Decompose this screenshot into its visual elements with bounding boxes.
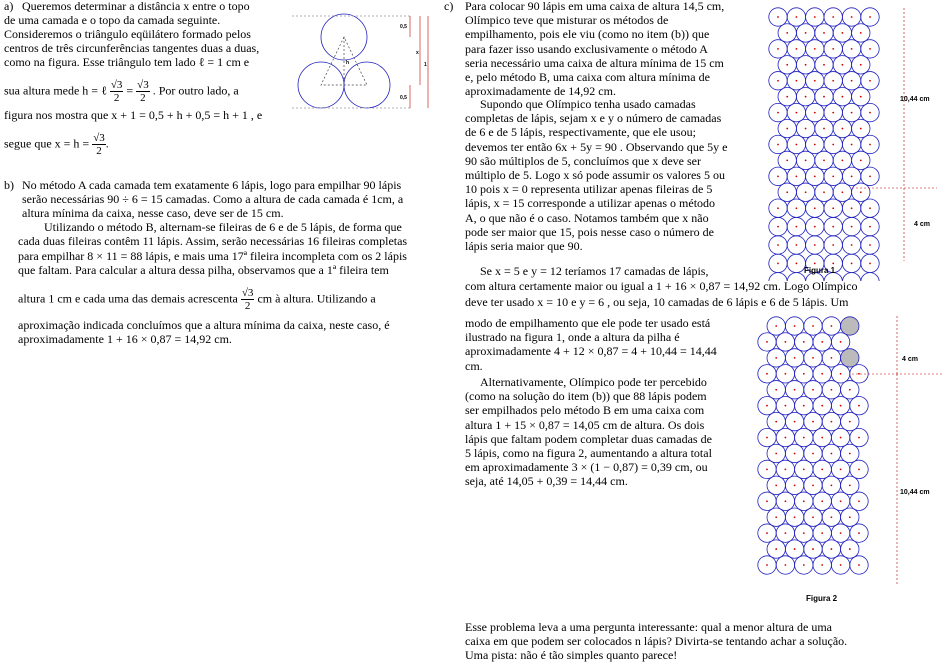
center-dot	[794, 484, 796, 486]
center-dot	[796, 263, 798, 265]
center-dot	[842, 160, 844, 162]
text-line: Para colocar 90 lápis em uma caixa de altura 14,5 cm,	[465, 0, 725, 13]
text-line: pode ser maior que 15, pois nesse caso o número de	[465, 224, 714, 239]
center-dot	[858, 437, 860, 439]
center-dot	[785, 341, 787, 343]
center-dot	[785, 564, 787, 566]
center-dot	[814, 80, 816, 82]
center-dot	[775, 453, 777, 455]
text: altura 1 cm e cada uma das demais acrescenta	[18, 291, 238, 306]
numerator: √3	[110, 79, 123, 91]
center-dot	[858, 405, 860, 407]
center-dot	[869, 16, 871, 18]
center-dot	[840, 373, 842, 375]
part-c-paragraph-2	[465, 98, 727, 254]
part-b-line: altura mínima da caixa, nesse caso, deve ser de 15 cm.	[22, 206, 284, 220]
text-line: Olímpico teve que misturar os métodos de	[465, 13, 669, 28]
center-dot	[823, 64, 825, 66]
center-dot	[831, 516, 833, 518]
center-dot	[814, 207, 816, 209]
center-dot	[814, 226, 816, 228]
center-dot	[805, 160, 807, 162]
center-dot	[840, 341, 842, 343]
numerator: √3	[137, 79, 149, 91]
center-dot	[849, 484, 851, 486]
center-dot	[812, 516, 814, 518]
center-dot	[796, 175, 798, 177]
numerator: √3	[93, 132, 105, 144]
center-dot	[851, 48, 853, 50]
text-line: aproximadamente 4 + 12 × 0,87 = 4 + 10,44 = 14,44	[465, 344, 717, 359]
center-dot	[803, 437, 805, 439]
center-dot	[785, 405, 787, 407]
center-dot	[812, 389, 814, 391]
center-dot	[766, 405, 768, 407]
center-dot	[786, 32, 788, 34]
center-dot	[777, 175, 779, 177]
center-dot	[812, 548, 814, 550]
text-line: modo de empilhamento que ele pode ter usado está	[465, 316, 711, 330]
text-line: cm.	[465, 358, 483, 373]
text-line: 10 pois x = 0 representa utilizar apenas fileiras de 5	[465, 182, 713, 197]
center-dot	[831, 421, 833, 423]
center-dot	[766, 341, 768, 343]
center-dot	[858, 469, 860, 471]
part-a-line: como na figura. Esse triângulo tem lado ℓ = 1 cm e	[4, 55, 250, 69]
center-dot	[869, 263, 871, 265]
figure-caption: Figura 2	[806, 594, 838, 603]
center-dot	[777, 207, 779, 209]
center-dot	[849, 453, 851, 455]
label-1: 1	[424, 62, 427, 68]
center-dot	[832, 144, 834, 146]
center-dot	[840, 532, 842, 534]
text: segue que x = h =	[4, 136, 90, 151]
center-dot	[840, 405, 842, 407]
center-dot	[796, 112, 798, 114]
center-dot	[785, 373, 787, 375]
center-dot	[869, 112, 871, 114]
text-line: devemos ter então 6x + 5y = 90 . Observando que 5y e	[465, 139, 728, 154]
center-dot	[803, 469, 805, 471]
center-dot	[785, 532, 787, 534]
center-dot	[775, 421, 777, 423]
center-dot	[842, 64, 844, 66]
text-line: múltiplo de 5. Logo x só pode assumir os valores 5 ou	[465, 167, 725, 182]
center-dot	[831, 453, 833, 455]
text-line: caixa em que podem ser colocados n lápis? Divirta-se tentando achar a solução.	[465, 634, 848, 649]
center-dot	[851, 175, 853, 177]
figure-caption: Figura 1	[804, 266, 836, 275]
center-dot	[812, 484, 814, 486]
center-dot	[775, 484, 777, 486]
text-line: Supondo que Olímpico tenha usado camadas	[480, 97, 696, 111]
text-line: Esse problema leva a uma pergunta interessante: qual a menor altura de uma	[465, 620, 832, 634]
dimension-label: 10,44 cm	[900, 489, 930, 496]
text-line: empilhamento, pois ele viu (como no item (b)) que	[465, 27, 710, 42]
center-dot	[794, 421, 796, 423]
center-dot	[860, 96, 862, 98]
center-dot	[805, 96, 807, 98]
center-dot	[851, 144, 853, 146]
center-dot	[775, 325, 777, 327]
text-line: aproximadamente de 14,92 cm.	[465, 84, 616, 99]
text: cm à altura. Utilizando a	[257, 291, 376, 306]
text-line: ilustrado na figura 1, onde a altura da pilha é	[465, 330, 680, 345]
text-line: Alternativamente, Olímpico pode ter percebido	[480, 375, 707, 389]
center-dot	[831, 484, 833, 486]
pencil-circle	[787, 273, 805, 281]
center-dot	[849, 516, 851, 518]
pencil-circle	[841, 317, 859, 335]
center-dot	[786, 64, 788, 66]
center-dot	[812, 453, 814, 455]
text-line: A, o que não é o caso. Notamos também que x não	[465, 210, 709, 225]
center-dot	[823, 32, 825, 34]
center-dot	[851, 263, 853, 265]
center-dot	[851, 226, 853, 228]
center-dot	[777, 144, 779, 146]
fraction	[110, 79, 124, 104]
center-dot	[777, 80, 779, 82]
center-dot	[858, 564, 860, 566]
center-dot	[849, 548, 851, 550]
center-dot	[851, 207, 853, 209]
center-dot	[803, 500, 805, 502]
center-dot	[821, 341, 823, 343]
center-dot	[794, 357, 796, 359]
part-c-line: deve ter usado x = 10 e y = 6 , ou seja, 10 camadas de 6 lápis e 6 de 5 lápis. Um	[465, 295, 849, 309]
text-line: em aproximadamente 3 × (1 − 0,87) = 0,39 cm, ou	[465, 460, 708, 475]
text-line: seja, até 14,05 + 0,39 = 14,44 cm.	[465, 474, 628, 489]
text-line: lápis, x = 15 corresponde a utilizar apenas o método	[465, 196, 716, 211]
center-dot	[840, 437, 842, 439]
text-line: para fazer isso usando exclusivamente o método A	[465, 41, 708, 56]
center-dot	[823, 96, 825, 98]
center-dot	[860, 191, 862, 193]
closing-paragraph	[465, 621, 847, 664]
circle-bottom-right	[344, 62, 390, 108]
part-b-line: No método A cada camada tem exatamente 6 lápis, logo para empilhar 90 lápis	[22, 178, 402, 192]
center-dot	[786, 160, 788, 162]
center-dot	[840, 469, 842, 471]
dimension-label: 10,44 cm	[900, 96, 930, 103]
center-dot	[860, 128, 862, 130]
dimension-label: 4 cm	[902, 356, 918, 363]
fraction	[136, 79, 150, 104]
center-dot	[869, 226, 871, 228]
center-dot	[812, 421, 814, 423]
center-dot	[777, 263, 779, 265]
center-dot	[851, 16, 853, 18]
center-dot	[766, 500, 768, 502]
center-dot	[785, 437, 787, 439]
label-bottom: 0,5	[400, 95, 407, 101]
text-line: (como na solução do item (b)) que 88 lápis podem	[465, 389, 707, 404]
center-dot	[814, 244, 816, 246]
center-dot	[777, 48, 779, 50]
center-dot	[842, 32, 844, 34]
center-dot	[777, 16, 779, 18]
center-dot	[840, 500, 842, 502]
part-c-paragraph-1	[465, 0, 724, 99]
center-dot	[794, 548, 796, 550]
center-dot	[869, 80, 871, 82]
center-dot	[796, 48, 798, 50]
center-dot	[794, 453, 796, 455]
denominator: 2	[140, 92, 146, 104]
center-dot	[840, 564, 842, 566]
center-dot	[869, 144, 871, 146]
center-dot	[869, 207, 871, 209]
text-line: lápis que faltam podem completar duas camadas de	[465, 431, 712, 446]
pencil-circle	[769, 273, 787, 281]
numerator: √3	[241, 287, 254, 299]
center-dot	[869, 244, 871, 246]
center-dot	[831, 548, 833, 550]
center-dot	[803, 564, 805, 566]
center-dot	[851, 244, 853, 246]
center-dot	[821, 500, 823, 502]
center-dot	[858, 373, 860, 375]
center-dot	[796, 226, 798, 228]
center-dot	[766, 532, 768, 534]
center-dot	[823, 191, 825, 193]
center-dot	[821, 564, 823, 566]
part-b-label: b)	[4, 178, 14, 192]
center-dot	[803, 405, 805, 407]
part-b-line: serão necessárias 90 ÷ 6 = 15 camadas. Como a altura de cada camada é 1cm, a	[22, 192, 404, 206]
text: =	[126, 83, 134, 98]
center-dot	[777, 226, 779, 228]
center-dot	[832, 48, 834, 50]
center-dot	[832, 226, 834, 228]
center-dot	[858, 500, 860, 502]
center-dot	[796, 144, 798, 146]
center-dot	[812, 325, 814, 327]
text-line: Uma pista: não é tão simples quanto parece!	[465, 648, 678, 663]
center-dot	[766, 373, 768, 375]
center-dot	[794, 516, 796, 518]
part-c-line: Se x = 5 e y = 12 teríamos 17 camadas de lápis,	[480, 264, 709, 278]
center-dot	[805, 64, 807, 66]
text: sua altura mede h = ℓ	[4, 83, 107, 98]
center-dot	[803, 373, 805, 375]
center-dot	[775, 357, 777, 359]
center-dot	[860, 64, 862, 66]
center-dot	[851, 80, 853, 82]
part-a-line: Consideremos o triângulo eqüilátero formado pelos	[4, 27, 251, 41]
figure-2	[752, 314, 942, 606]
text: .	[105, 136, 109, 151]
pencil-circle	[842, 273, 860, 281]
pencil-circle	[861, 273, 879, 281]
center-dot	[775, 516, 777, 518]
center-dot	[842, 128, 844, 130]
part-b-line: cada duas fileiras contêm 11 lápis. Assim, serão necessárias 16 fileiras completas	[18, 234, 408, 248]
center-dot	[860, 160, 862, 162]
text: . Por outro lado, a	[152, 83, 239, 98]
center-dot	[785, 500, 787, 502]
pencil-circle	[841, 349, 859, 367]
center-dot	[821, 469, 823, 471]
part-b-line: que faltam. Para calcular a altura dessa pilha, observamos que a 1ª fileira tem	[18, 263, 389, 277]
center-dot	[796, 244, 798, 246]
denominator: 2	[113, 92, 120, 104]
part-b-line: Utilizando o método B, alternam-se fileiras de 6 e de 5 lápis, de forma que	[44, 220, 402, 234]
center-dot	[814, 263, 816, 265]
center-dot	[785, 469, 787, 471]
part-b-sqrt-line	[18, 287, 376, 312]
part-b-line: para empilhar 8 × 11 = 88 lápis, e mais uma 17ª fileira incompleta com os 2 lápis	[18, 249, 407, 263]
part-c-paragraph-5	[465, 376, 712, 490]
center-dot	[823, 160, 825, 162]
part-a-line: Queremos determinar a distância x entre o topo	[22, 0, 250, 13]
text-line: seria necessário uma caixa de altura mínima de 15 cm	[465, 55, 724, 70]
figure-1	[752, 6, 942, 281]
center-dot	[805, 191, 807, 193]
part-a-line: figura nos mostra que x + 1 = 0,5 + h + 0,5 = h + 1 , e	[4, 108, 263, 122]
center-dot	[803, 532, 805, 534]
center-dot	[851, 112, 853, 114]
center-dot	[842, 96, 844, 98]
part-a-line: de uma camada e o topo da camada seguinte.	[4, 13, 221, 27]
part-a-line: centros de três circunferências tangentes duas a duas,	[4, 41, 260, 55]
center-dot	[823, 128, 825, 130]
center-dot	[831, 357, 833, 359]
center-dot	[777, 244, 779, 246]
part-b-line: aproximação indicada concluímos que a altura mínima da caixa, neste caso, é	[18, 318, 390, 332]
center-dot	[832, 263, 834, 265]
center-dot	[812, 357, 814, 359]
text-line: lápis seria maior que 90.	[465, 238, 583, 253]
center-dot	[869, 175, 871, 177]
center-dot	[766, 469, 768, 471]
part-a-label: a)	[4, 0, 14, 13]
part-c-label: c)	[444, 0, 454, 13]
center-dot	[832, 175, 834, 177]
part-a-height-line	[4, 79, 239, 104]
label-top: 0,5	[400, 24, 407, 30]
center-dot	[794, 325, 796, 327]
part-a-conclusion	[4, 132, 109, 157]
center-dot	[775, 548, 777, 550]
part-c-line: com altura certamente maior ou igual a 1 + 16 × 0,87 = 14,92 cm. Logo Olímpico	[465, 279, 858, 293]
dimension-label: 4 cm	[914, 221, 930, 228]
center-dot	[803, 341, 805, 343]
center-dot	[786, 128, 788, 130]
center-dot	[860, 32, 862, 34]
center-dot	[821, 532, 823, 534]
part-c-paragraph-4	[465, 317, 717, 374]
center-dot	[849, 389, 851, 391]
center-dot	[832, 112, 834, 114]
text-line: ser empilhados pelo método B em uma caixa com	[465, 403, 705, 418]
text-line: completas de lápis, sejam x e y o número de camadas	[465, 111, 722, 126]
center-dot	[831, 389, 833, 391]
label-x: x	[416, 50, 419, 56]
center-dot	[821, 437, 823, 439]
fraction	[92, 132, 106, 157]
center-dot	[766, 437, 768, 439]
center-dot	[786, 191, 788, 193]
text-line: de 6 e de 5 lápis, respectivamente, que ele usou;	[465, 125, 696, 140]
center-dot	[814, 48, 816, 50]
center-dot	[832, 244, 834, 246]
center-dot	[814, 112, 816, 114]
fraction	[241, 287, 255, 312]
part-b-line: aproximadamente 1 + 16 × 0,87 = 14,92 cm.	[18, 332, 232, 346]
center-dot	[794, 389, 796, 391]
center-dot	[814, 175, 816, 177]
center-dot	[832, 80, 834, 82]
center-dot	[858, 532, 860, 534]
denominator: 2	[244, 300, 251, 312]
center-dot	[777, 112, 779, 114]
text-line: altura 1 + 15 × 0,87 = 14,05 cm de altura. Os dois	[465, 417, 705, 432]
center-dot	[796, 207, 798, 209]
label-h: h	[346, 60, 350, 66]
center-dot	[849, 421, 851, 423]
center-dot	[821, 373, 823, 375]
center-dot	[796, 16, 798, 18]
center-dot	[814, 144, 816, 146]
center-dot	[805, 32, 807, 34]
center-dot	[775, 389, 777, 391]
center-dot	[832, 16, 834, 18]
center-dot	[786, 96, 788, 98]
text-line: 5 lápis, como na figura 2, aumentando a altura total	[465, 445, 712, 460]
center-dot	[831, 325, 833, 327]
text-line: 90 são múltiplos de 5, concluímos que x deve ser	[465, 153, 701, 168]
center-dot	[832, 207, 834, 209]
center-dot	[805, 128, 807, 130]
triangle-circles-figure	[292, 6, 432, 112]
center-dot	[796, 80, 798, 82]
center-dot	[766, 564, 768, 566]
center-dot	[842, 191, 844, 193]
center-dot	[869, 48, 871, 50]
denominator: 2	[96, 145, 102, 157]
text-line: e, pelo método B, uma caixa com altura mínima de	[465, 69, 710, 84]
center-dot	[821, 405, 823, 407]
center-dot	[814, 16, 816, 18]
